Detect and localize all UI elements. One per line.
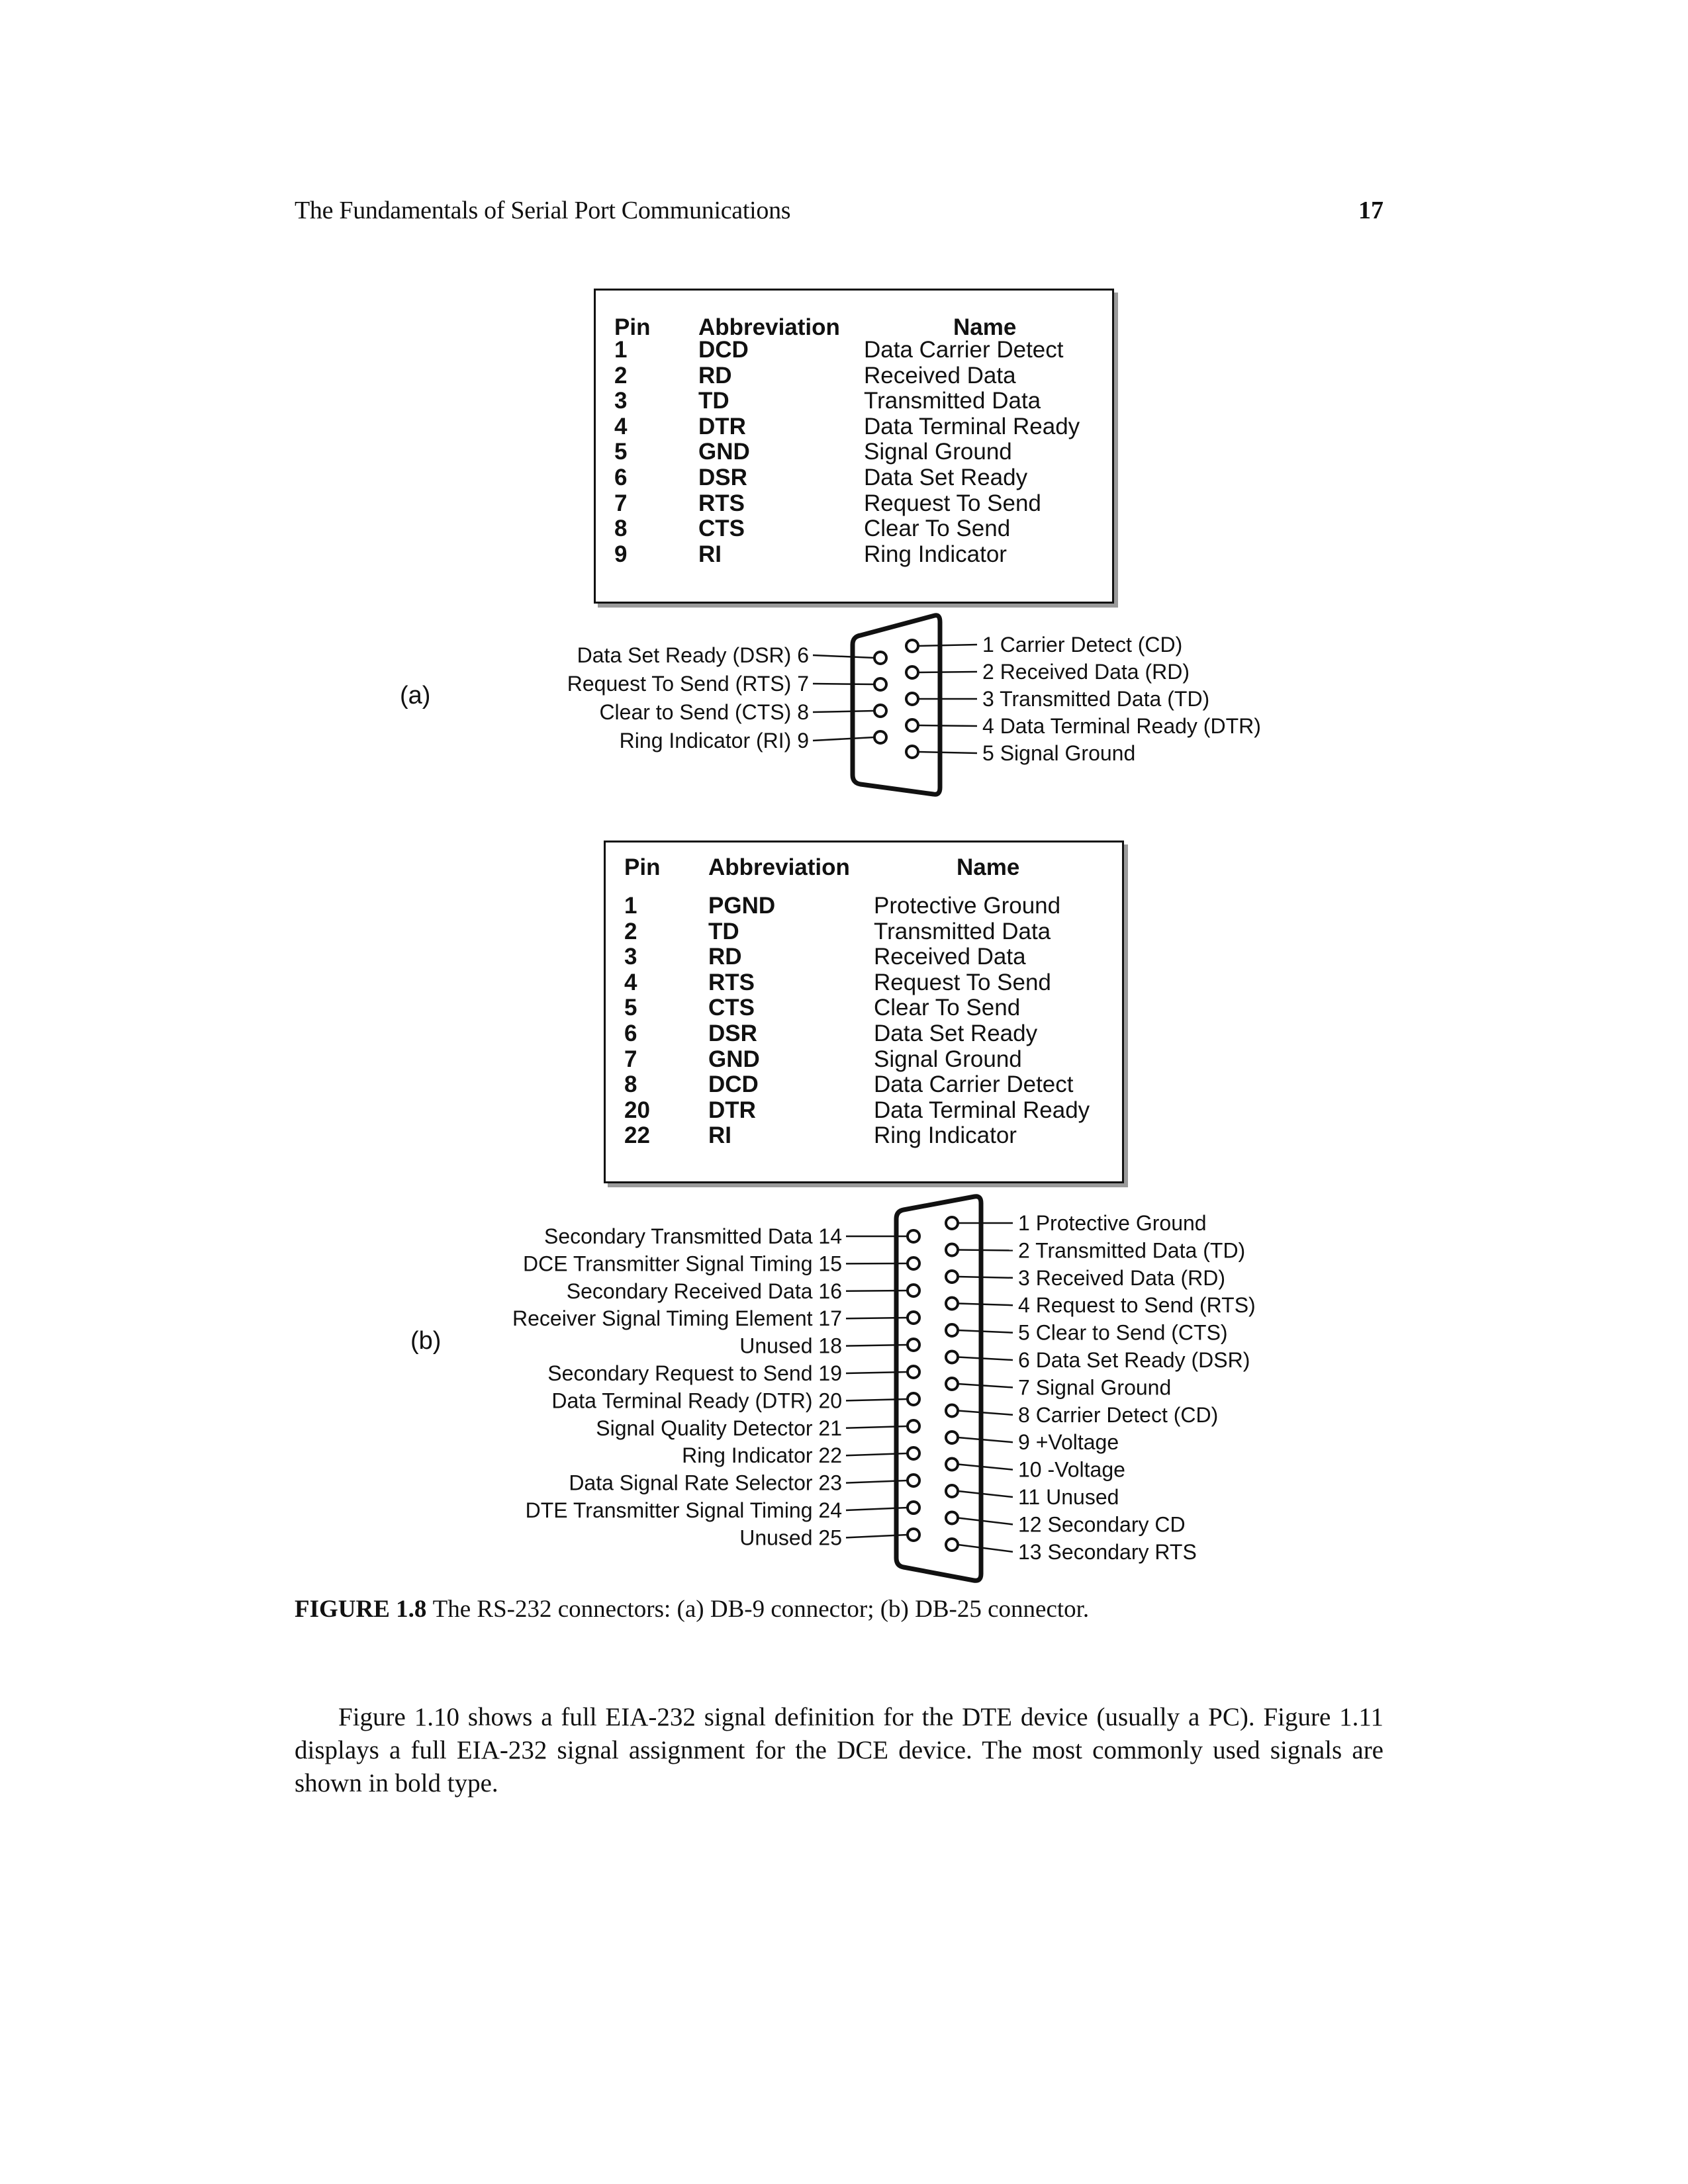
pin-cell: 3 [614,388,628,414]
pin-label: Data Signal Rate Selector 23 [569,1471,842,1495]
abbreviation-cell: DTR [708,1097,756,1123]
pin-cell: 3 [624,944,637,970]
db25-connector-diagram [512,1197,1256,1581]
pin-label: 13 Secondary RTS [1018,1539,1197,1564]
pin-label: 11 Unused [1018,1485,1119,1509]
abbreviation-cell: DCD [698,337,749,363]
pin-leader-line [958,1330,1013,1333]
pin-cell: 7 [624,1046,637,1072]
pin-leader-line [846,1345,908,1346]
pin-cell: 8 [614,516,628,542]
pin-label: 4 Request to Send (RTS) [1018,1293,1256,1318]
abbreviation-cell: GND [708,1046,760,1072]
pin-header: Pin [614,314,651,340]
pin-leader-line [958,1304,1013,1306]
pin-cell: 22 [624,1122,650,1149]
pin-label: Clear to Send (CTS) 8 [599,700,809,724]
abbreviation-cell: RTS [698,490,745,516]
pin-label: 4 Data Terminal Ready (DTR) [982,714,1261,738]
pin-cell: 6 [624,1021,637,1046]
pin-label: Ring Indicator (RI) 9 [619,729,809,752]
pin-leader-line [958,1357,1013,1361]
name-cell: Received Data [874,944,1026,970]
pin-label: 5 Signal Ground [982,741,1136,765]
name-cell: Data Set Ready [874,1021,1038,1046]
pin-leader-line [918,752,977,753]
pin-label: Secondary Request to Send 19 [547,1361,842,1385]
pin-icon [906,693,918,705]
abbreviation-cell: GND [698,439,750,465]
name-cell: Request To Send [874,969,1051,995]
pin-label: 3 Transmitted Data (TD) [982,687,1210,711]
abbreviation-cell: DTR [698,413,746,439]
pin-label: Ring Indicator 22 [682,1443,842,1468]
abbreviation-cell: RD [708,944,742,970]
abbreviation-cell: RD [698,362,732,388]
pin-label: 2 Transmitted Data (TD) [1018,1238,1246,1263]
pin-icon [946,1378,958,1390]
pin-label: Secondary Received Data 16 [566,1279,842,1303]
pin-cell: 8 [624,1071,637,1098]
name-cell: Ring Indicator [874,1122,1017,1149]
name-cell: Data Carrier Detect [874,1071,1074,1098]
pin-label: DCE Transmitter Signal Timing 15 [523,1251,842,1276]
name-cell: Protective Ground [874,893,1061,919]
pin-cell: 1 [624,893,637,919]
pin-icon [908,1475,919,1486]
pin-label: Secondary Transmitted Data 14 [543,1224,842,1248]
pin-leader-line [958,1491,1013,1497]
pin-icon [908,1502,919,1514]
name-cell: Clear To Send [864,516,1011,542]
pin-label: 8 Carrier Detect (CD) [1018,1402,1219,1427]
name-cell: Request To Send [864,490,1041,516]
name-cell: Data Terminal Ready [874,1097,1090,1123]
pin-icon [908,1339,919,1351]
pin-cell: 1 [614,337,628,363]
pin-leader-line [813,655,874,658]
abbreviation-cell: RTS [708,969,755,995]
pin-icon [946,1324,958,1336]
pin-icon [946,1539,958,1551]
pin-label: Unused 18 [739,1334,842,1358]
db9-connector-diagram [567,615,1261,795]
pin-icon [946,1298,958,1310]
pin-label: Data Set Ready (DSR) 6 [577,643,809,667]
pin-icon [946,1271,958,1283]
name-cell: Clear To Send [874,995,1021,1021]
abbreviation-cell: RI [708,1122,731,1149]
name-cell: Signal Ground [874,1046,1022,1072]
pin-leader-line [958,1411,1013,1415]
running-title: The Fundamentals of Serial Port Communications [295,197,791,224]
pin-cell: 5 [624,995,637,1021]
name-cell: Received Data [864,362,1016,388]
page-number: 17 [1358,197,1383,224]
pin-label: 9 +Voltage [1018,1430,1119,1455]
pin-icon [908,1230,919,1242]
pin-icon [906,719,918,731]
pin-icon [906,640,918,652]
pin-label: 1 Protective Ground [1018,1211,1207,1235]
figure-label: FIGURE 1.8 [295,1596,427,1623]
pin-icon [908,1257,919,1269]
abbreviation-cell: PGND [708,893,776,919]
pin-icon [906,666,918,678]
pin-icon [946,1244,958,1256]
name-header: Name [953,314,1017,340]
pin-cell: 5 [614,439,628,465]
abbreviation-cell: RI [698,541,722,567]
pin-cell: 4 [614,413,628,439]
abbreviation-cell: DSR [708,1021,757,1046]
pin-label: 10 -Voltage [1018,1457,1125,1482]
abbreviation-cell: CTS [698,516,745,542]
pin-leader-line [958,1250,1013,1251]
pin-cell: 6 [614,465,628,490]
pin-header: Pin [624,854,661,880]
pin-icon [946,1432,958,1443]
pin-cell: 20 [624,1097,650,1123]
pin-label: 2 Received Data (RD) [982,660,1190,684]
db9-shell-icon [853,615,940,795]
pin-label: 7 Signal Ground [1018,1375,1172,1400]
pin-icon [946,1459,958,1471]
pin-icon [908,1366,919,1378]
pin-cell: 9 [614,541,628,567]
pin-leader-line [958,1545,1013,1552]
pin-label: Unused 25 [739,1525,842,1550]
panel-label-b: (b) [410,1327,442,1355]
pin-cell: 7 [614,490,628,516]
pin-icon [874,731,886,743]
pin-cell: 2 [614,362,628,388]
abbreviation-cell: CTS [708,995,755,1021]
name-cell: Signal Ground [864,439,1012,465]
pin-label: 5 Clear to Send (CTS) [1018,1320,1228,1345]
pin-label: 3 Received Data (RD) [1018,1265,1225,1290]
figure-caption [295,1595,1089,1623]
abbreviation-cell: TD [708,918,739,944]
pin-leader-line [958,1518,1013,1525]
pin-leader-line [918,645,977,646]
pin-icon [874,652,886,664]
pin-label: DTE Transmitter Signal Timing 24 [525,1498,842,1522]
pin-icon [946,1485,958,1497]
abbreviation-header: Abbreviation [698,314,840,340]
pin-icon [946,1217,958,1229]
pin-icon [908,1312,919,1324]
pin-icon [908,1420,919,1432]
pin-icon [946,1512,958,1524]
pin-leader-line [918,725,977,726]
pin-leader-line [958,1437,1013,1442]
body-paragraph: Figure 1.10 shows a full EIA-232 signal definition for the DTE device (usually a PC). Figure 1.11 displays a full EIA-232 signal assignment for the DCE device. The most commonly used signals are shown in bold type. [295,1703,1383,1797]
pin-leader-line [813,711,874,712]
pin-leader-line [958,1277,1013,1278]
name-cell: Data Carrier Detect [864,337,1064,363]
name-cell: Data Set Ready [864,465,1028,490]
abbreviation-header: Abbreviation [708,854,850,880]
abbreviation-cell: DCD [708,1071,759,1098]
name-header: Name [957,854,1020,880]
pin-cell: 4 [624,969,637,995]
name-cell: Transmitted Data [864,388,1041,414]
pin-icon [908,1393,919,1405]
abbreviation-cell: DSR [698,465,747,490]
pin-cell: 2 [624,918,637,944]
pin-icon [908,1285,919,1297]
pin-label: 6 Data Set Ready (DSR) [1018,1348,1250,1372]
caption-text: The RS-232 connectors: (a) DB-9 connector; (b) DB-25 connector. [432,1596,1090,1623]
db25-shell-icon [896,1197,981,1581]
pin-label: Signal Quality Detector 21 [596,1416,842,1440]
pin-icon [874,705,886,717]
pin-icon [874,678,886,690]
name-cell: Data Terminal Ready [864,413,1080,439]
pin-leader-line [958,1465,1013,1470]
pin-label: Request To Send (RTS) 7 [567,672,809,696]
pin-icon [946,1405,958,1417]
name-cell: Transmitted Data [874,918,1051,944]
pin-label: Receiver Signal Timing Element 17 [512,1306,842,1331]
pin-icon [906,746,918,758]
pin-leader-line [958,1384,1013,1387]
name-cell: Ring Indicator [864,541,1007,567]
pin-icon [908,1447,919,1459]
abbreviation-cell: TD [698,388,729,414]
pin-label: 12 Secondary CD [1018,1512,1186,1537]
pin-label: Data Terminal Ready (DTR) 20 [551,1388,842,1413]
pin-leader-line [813,737,874,741]
pin-icon [946,1351,958,1363]
panel-label-a: (a) [400,682,431,709]
pin-icon [908,1529,919,1541]
pin-label: 1 Carrier Detect (CD) [982,633,1183,657]
